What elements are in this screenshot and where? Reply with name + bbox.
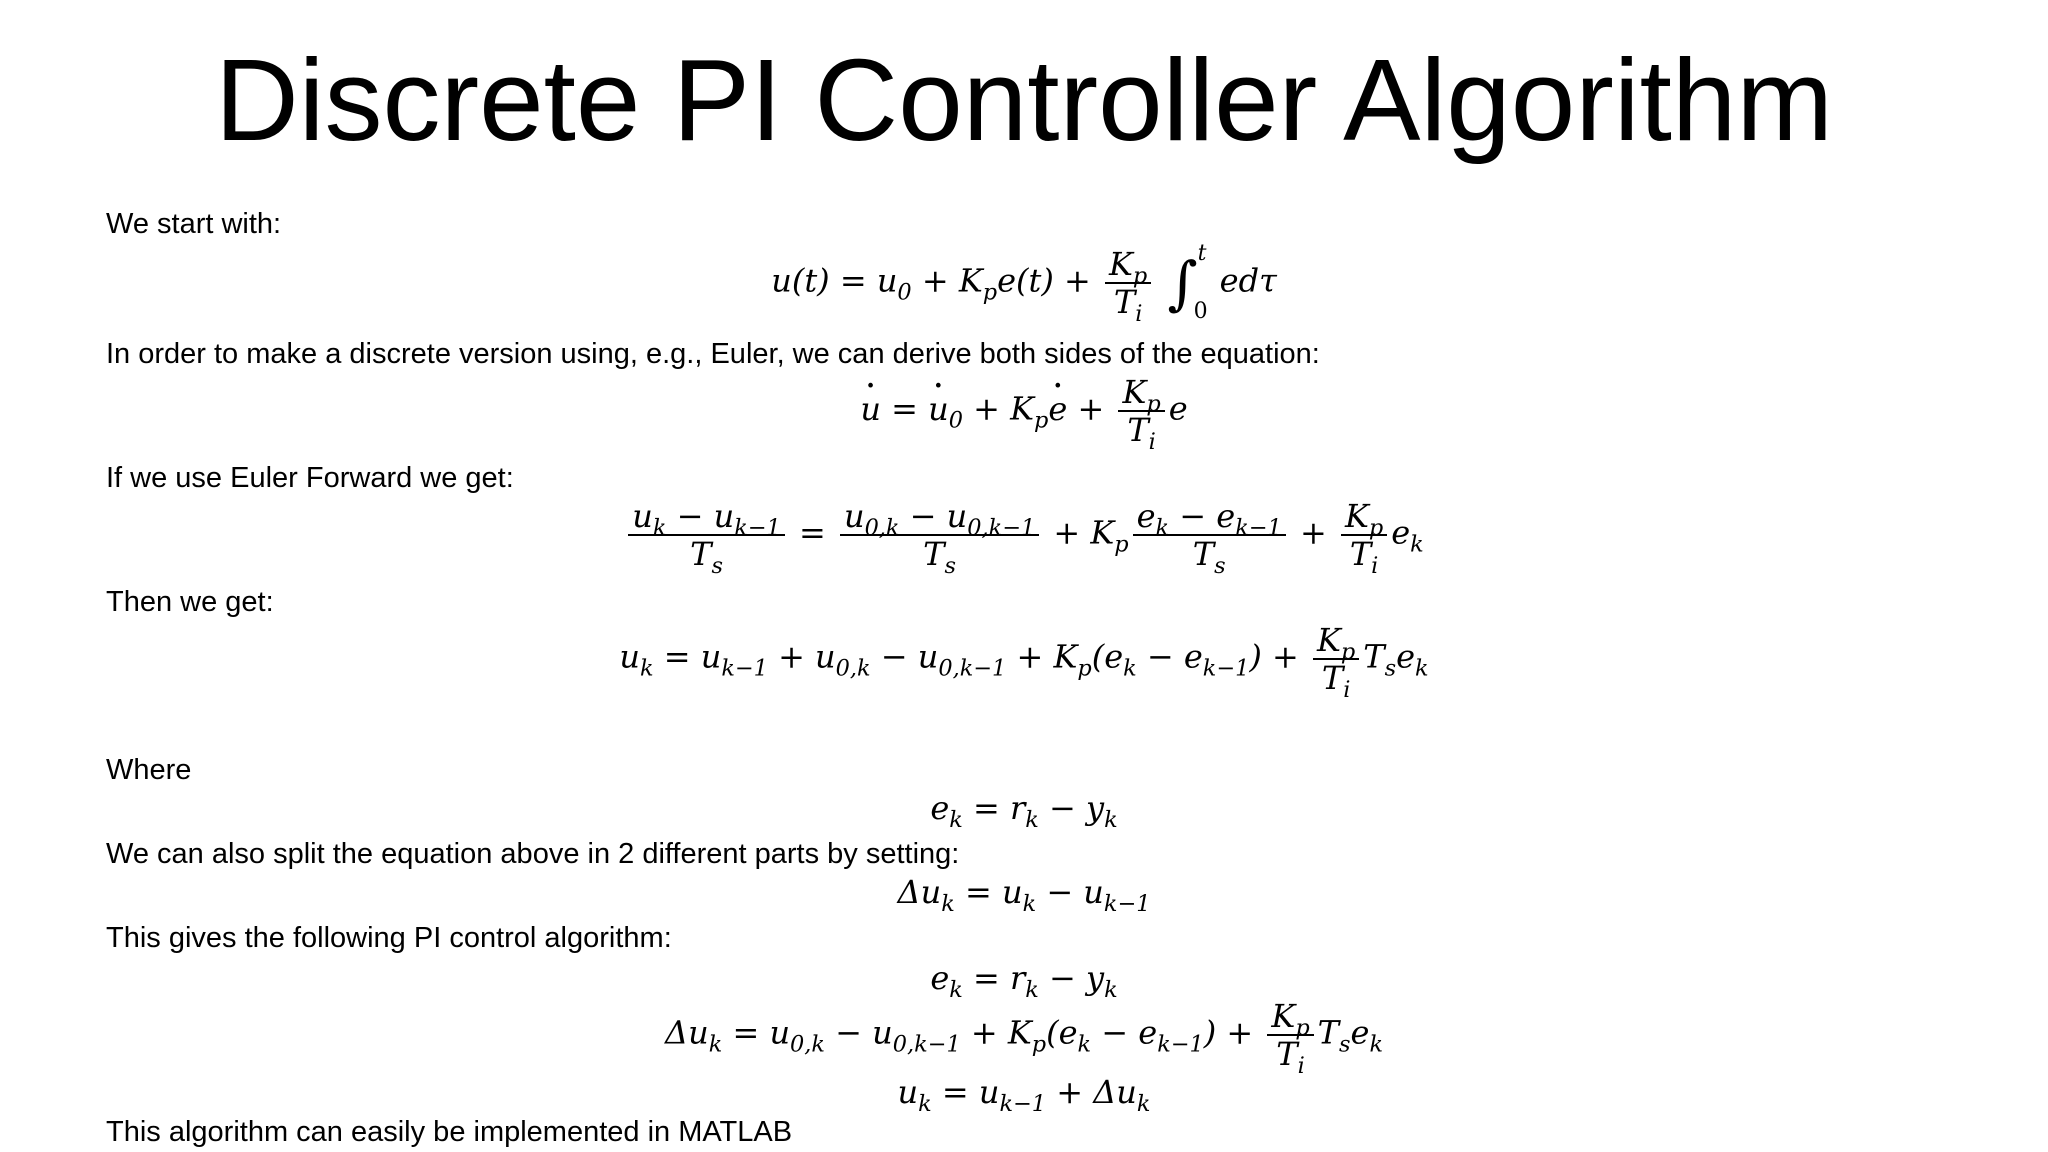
eq7-c-sub: k <box>1104 976 1118 1003</box>
eq5-c: − y <box>1038 789 1105 827</box>
text-euler-forward: If we use Euler Forward we get: <box>106 462 514 494</box>
eq4-h: ) + <box>1249 637 1310 676</box>
eq3-f2-num-sub2: 0,k−1 <box>967 514 1036 541</box>
integral-sign: ∫ <box>1167 249 1198 317</box>
eq3-f2-num-sub1: 0,k <box>864 514 900 541</box>
eq5-b: = r <box>962 789 1026 827</box>
eq4-fraction <box>1313 621 1359 703</box>
eq6-c-sub: k−1 <box>1103 890 1151 917</box>
eq8-t1: T <box>1317 1013 1339 1052</box>
eq1-mid-sub: p <box>982 279 998 306</box>
eq4-t2-sub: k <box>1415 655 1429 682</box>
eq3-kp-sub: p <box>1114 531 1129 558</box>
eq6-a-sub: k <box>941 890 955 917</box>
eq4-frac-den: T <box>1321 659 1344 697</box>
eq4-f-sub: k <box>1123 655 1137 682</box>
equation-continuous-pi <box>0 241 2048 327</box>
eq2-frac-den: T <box>1127 411 1149 449</box>
eq8-b: = u <box>722 1013 791 1052</box>
eq8-e: (e <box>1046 1013 1078 1052</box>
eq8-t1-sub: s <box>1339 1031 1351 1058</box>
eq9-a: u <box>897 1073 919 1111</box>
eq7-b-sub: k <box>1025 976 1039 1003</box>
eq3-fraction-3 <box>1133 497 1286 579</box>
eq4-d-sub: 0,k−1 <box>938 655 1007 682</box>
eq3-plus: + <box>1289 513 1337 552</box>
integral-limits <box>1193 241 1216 324</box>
eq3-fraction-2 <box>840 497 1039 579</box>
eq3-f3-num-mid: − e <box>1169 497 1236 535</box>
eq3-f3-den: T <box>1192 535 1215 573</box>
equation-delta-u <box>0 872 2048 917</box>
integral-lower-limit: 0 <box>1193 299 1208 324</box>
eq7-a: e <box>930 959 950 997</box>
eq2-frac-num-sub: p <box>1146 390 1161 417</box>
eq8-frac-num-sub: p <box>1295 1014 1310 1041</box>
eq9-b-sub: k−1 <box>999 1090 1047 1117</box>
eq6-b-sub: k <box>1022 890 1037 917</box>
eq8-c: − u <box>824 1013 893 1052</box>
text-then-we-get: Then we get: <box>106 586 274 618</box>
eq5-c-sub: k <box>1104 806 1118 833</box>
eq3-fraction-1 <box>628 497 785 579</box>
eq1-lhs-sub: 0 <box>897 279 912 306</box>
eq4-g: − e <box>1136 637 1203 676</box>
eq3-tail: e <box>1391 513 1411 552</box>
eq9-c: + Δu <box>1046 1073 1137 1111</box>
eq3-f2-num-mid: − u <box>899 497 968 535</box>
eq4-b-sub: k−1 <box>721 655 768 682</box>
eq1-frac-den: T <box>1113 283 1136 321</box>
eq8-g: ) + <box>1203 1013 1264 1052</box>
text-pi-algorithm: This gives the following PI control algorithm: <box>106 922 672 954</box>
eq5-b-sub: k <box>1025 806 1039 833</box>
eq8-d: + K <box>960 1013 1032 1052</box>
eq4-c-sub: 0,k <box>835 655 871 682</box>
eq4-frac-num-sub: p <box>1340 638 1356 665</box>
eq1-frac-den-sub: i <box>1135 300 1143 327</box>
eq8-t2: e <box>1350 1013 1370 1052</box>
eq4-t2: e <box>1396 637 1416 676</box>
eq4-a-sub: k <box>639 655 654 682</box>
eq4-g-sub: k−1 <box>1202 655 1250 682</box>
eq4-frac-num: K <box>1317 621 1341 659</box>
eq1-lhs: u(t) = u <box>771 261 898 300</box>
eq6-b: = u <box>954 873 1023 911</box>
slide-title: Discrete PI Controller Algorithm <box>214 35 1834 165</box>
eq3-eq: = <box>788 513 836 552</box>
eq4-f: (e <box>1091 637 1124 676</box>
eq1-frac-num: K <box>1109 245 1133 283</box>
eq3-tail-sub: k <box>1410 531 1424 558</box>
eq2-plus-kp: + K <box>962 389 1035 428</box>
eq9-a-sub: k <box>918 1090 932 1117</box>
eq3-f1-num-sub2: k−1 <box>734 514 781 541</box>
eq3-f4-num: K <box>1344 497 1369 535</box>
eq3-f1-num-sub1: k <box>652 514 667 541</box>
eq3-f1-den: T <box>690 535 712 573</box>
equation-algorithm-delta-u <box>0 997 2048 1079</box>
eq2-u0-dot: u · <box>928 389 949 429</box>
eq8-c-sub: 0,k−1 <box>892 1031 961 1058</box>
equation-algorithm-u-update <box>0 1072 2048 1117</box>
eq2-u0-sub: 0 <box>948 407 963 434</box>
integral-upper-limit: t <box>1197 241 1207 266</box>
equation-euler-forward <box>0 497 2048 579</box>
eq8-a: Δu <box>664 1013 709 1052</box>
equation-derivative <box>0 373 2048 455</box>
eq1-mid2: e(t) + <box>997 261 1101 300</box>
eq7-b: = r <box>962 959 1026 997</box>
eq3-f4-den-sub: i <box>1371 552 1379 579</box>
eq2-frac-num: K <box>1122 373 1147 411</box>
eq3-f4-num-sub: p <box>1368 514 1384 541</box>
eq7-a-sub: k <box>949 976 963 1003</box>
eq4-e: + K <box>1006 637 1078 676</box>
eq3-fraction-4 <box>1341 497 1387 579</box>
eq4-b: = u <box>653 637 722 676</box>
eq4-t1: T <box>1363 637 1385 676</box>
eq4-t1-sub: s <box>1384 655 1397 682</box>
eq9-c-sub: k <box>1136 1090 1151 1117</box>
eq3-f2-den-sub: s <box>944 552 956 579</box>
eq3-f4-den: T <box>1349 535 1372 573</box>
eq4-d: − u <box>870 637 939 676</box>
eq8-d-sub: p <box>1031 1031 1047 1058</box>
text-discrete-version: In order to make a discrete version using, e.g., Euler, we can derive both sides of the equation: <box>106 338 1320 370</box>
eq8-fraction <box>1267 997 1313 1079</box>
eq5-a: e <box>930 789 950 827</box>
eq5-a-sub: k <box>949 806 963 833</box>
eq8-t2-sub: k <box>1369 1031 1384 1058</box>
text-we-start-with: We start with: <box>106 208 282 240</box>
eq2-plus: + <box>1067 389 1115 428</box>
text-split-equation: We can also split the equation above in 2 different parts by setting: <box>106 838 960 870</box>
eq6-c: − u <box>1036 873 1104 911</box>
eq2-tail: e <box>1168 389 1188 428</box>
text-where: Where <box>106 754 192 786</box>
eq8-e-sub: k <box>1077 1031 1092 1058</box>
eq3-f2-den: T <box>923 535 945 573</box>
eq3-f1-den-sub: s <box>711 552 723 579</box>
eq2-fraction <box>1118 373 1164 455</box>
equation-error <box>0 788 2048 833</box>
eq2-e-dot: e · <box>1048 389 1067 429</box>
eq2-frac-den-sub: i <box>1148 428 1156 455</box>
eq1-fraction <box>1105 245 1151 327</box>
eq8-b-sub: 0,k <box>790 1031 825 1058</box>
eq3-f3-num-sub1: k <box>1155 514 1170 541</box>
eq3-f3-den-sub: s <box>1214 552 1226 579</box>
eq1-frac-num-sub: p <box>1132 262 1148 289</box>
eq3-f3-num: e <box>1136 497 1156 535</box>
eq6-a: Δu <box>897 873 942 911</box>
text-matlab: This algorithm can easily be implemented in MATLAB <box>106 1116 793 1148</box>
eq9-b: = u <box>931 1073 1000 1111</box>
eq3-f3-num-sub2: k−1 <box>1235 514 1282 541</box>
eq1-tail: edτ <box>1219 261 1277 300</box>
eq8-a-sub: k <box>708 1031 723 1058</box>
eq8-f: − e <box>1091 1013 1158 1052</box>
eq8-frac-den-sub: i <box>1297 1052 1305 1079</box>
eq4-c: + u <box>767 637 836 676</box>
eq4-a: u <box>619 637 640 676</box>
eq3-plus-kp: + K <box>1043 513 1115 552</box>
equation-discrete-pi <box>0 621 2048 703</box>
eq2-kp-sub: p <box>1034 407 1049 434</box>
eq3-f2-num: u <box>843 497 865 535</box>
eq4-frac-den-sub: i <box>1343 676 1351 703</box>
eq7-c: − y <box>1038 959 1105 997</box>
eq8-frac-den: T <box>1276 1035 1298 1073</box>
eq3-f1-num-mid: − u <box>666 497 735 535</box>
eq2-u-dot: u · <box>860 389 881 429</box>
equation-algorithm-error <box>0 958 2048 1003</box>
eq3-f1-num: u <box>632 497 653 535</box>
eq8-frac-num: K <box>1271 997 1296 1035</box>
eq8-f-sub: k−1 <box>1157 1031 1204 1058</box>
eq1-mid: + K <box>911 261 983 300</box>
eq4-e-sub: p <box>1077 655 1092 682</box>
eq2-eq: = <box>880 389 929 428</box>
